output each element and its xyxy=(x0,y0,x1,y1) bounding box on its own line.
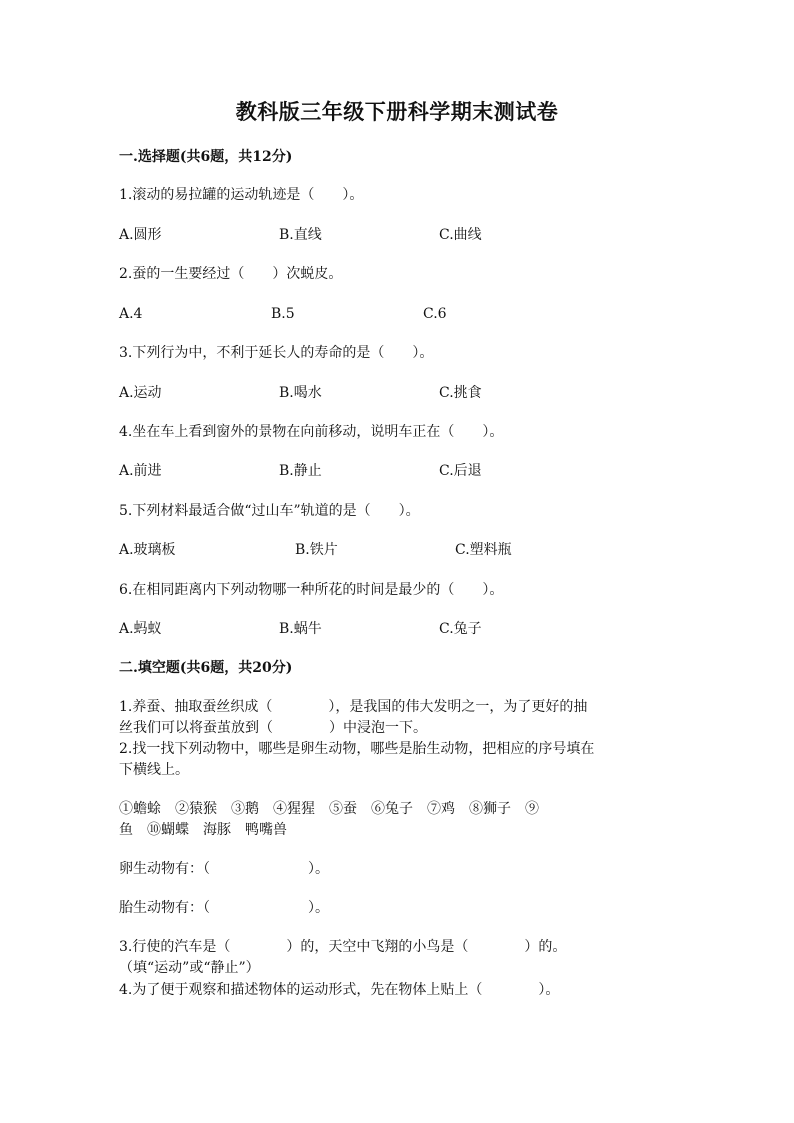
question-6-option-a: A.蚂蚁 xyxy=(119,621,162,637)
question-1: 1.滚动的易拉罐的运动轨迹是（ ）。 xyxy=(119,187,364,203)
question-2: 2.蚕的一生要经过（ ）次蜕皮。 xyxy=(119,266,343,282)
question-2-option-b: B.5 xyxy=(271,306,295,322)
question-2-option-a: A.4 xyxy=(119,306,143,322)
question-4-option-b: B.静止 xyxy=(279,463,322,479)
section-1-heading: 一.选择题(共6题，共12分) xyxy=(119,149,293,165)
question-5-option-c: C.塑料瓶 xyxy=(455,542,512,558)
oviparous-answer-line: 卵生动物有：（ ）。 xyxy=(119,861,329,877)
question-6-option-c: C.兔子 xyxy=(439,621,482,637)
question-2-option-c: C.6 xyxy=(423,306,447,322)
fill-question-3-line-1: 3.行使的汽车是（ ）的，天空中飞翔的小鸟是（ ）的。 xyxy=(119,939,567,955)
question-4-option-a: A.前进 xyxy=(119,463,162,479)
question-4-option-c: C.后退 xyxy=(439,463,482,479)
question-3-option-b: B.喝水 xyxy=(279,385,322,401)
page-title: 教科版三年级下册科学期末测试卷 xyxy=(235,99,559,124)
question-1-option-b: B.直线 xyxy=(279,227,322,243)
fill-question-2-line-1: 2.找一找下列动物中，哪些是卵生动物，哪些是胎生动物，把相应的序号填在 xyxy=(119,741,595,757)
fill-question-1-line-2: 丝我们可以将蚕茧放到（ ）中浸泡一下。 xyxy=(119,720,427,736)
question-1-option-a: A.圆形 xyxy=(119,227,162,243)
question-6-option-b: B.蜗牛 xyxy=(279,621,322,637)
animal-list-line-1: ①蟾蜍 ②猿猴 ③鹅 ④猩猩 ⑤蚕 ⑥兔子 ⑦鸡 ⑧狮子 ⑨ xyxy=(119,801,539,817)
question-3-option-a: A.运动 xyxy=(119,385,162,401)
question-1-option-c: C.曲线 xyxy=(439,227,482,243)
question-3: 3.下列行为中，不利于延长人的寿命的是（ ）。 xyxy=(119,345,434,361)
fill-question-1-line-1: 1.养蚕、抽取蚕丝织成（ ），是我国的伟大发明之一，为了更好的抽 xyxy=(119,699,588,715)
viviparous-answer-line: 胎生动物有：（ ）。 xyxy=(119,900,329,916)
question-3-option-c: C.挑食 xyxy=(439,385,482,401)
question-5: 5.下列材料最适合做“过山车”轨道的是（ ）。 xyxy=(119,503,420,519)
animal-list-line-2: 鱼 ⑩蝴蝶 海豚 鸭嘴兽 xyxy=(119,822,287,838)
question-5-option-a: A.玻璃板 xyxy=(119,542,176,558)
fill-question-4-line-1: 4.为了便于观察和描述物体的运动形式，先在物体上贴上（ ）。 xyxy=(119,982,560,998)
fill-question-3-line-2: （填“运动”或“静止”） xyxy=(119,960,260,976)
question-4: 4.坐在车上看到窗外的景物在向前移动，说明车正在（ ）。 xyxy=(119,424,504,440)
question-5-option-b: B.铁片 xyxy=(295,542,338,558)
fill-question-2-line-2: 下横线上。 xyxy=(119,762,189,778)
section-2-heading: 二.填空题(共6题，共20分) xyxy=(119,660,293,676)
question-6: 6.在相同距离内下列动物哪一种所花的时间是最少的（ ）。 xyxy=(119,582,504,598)
